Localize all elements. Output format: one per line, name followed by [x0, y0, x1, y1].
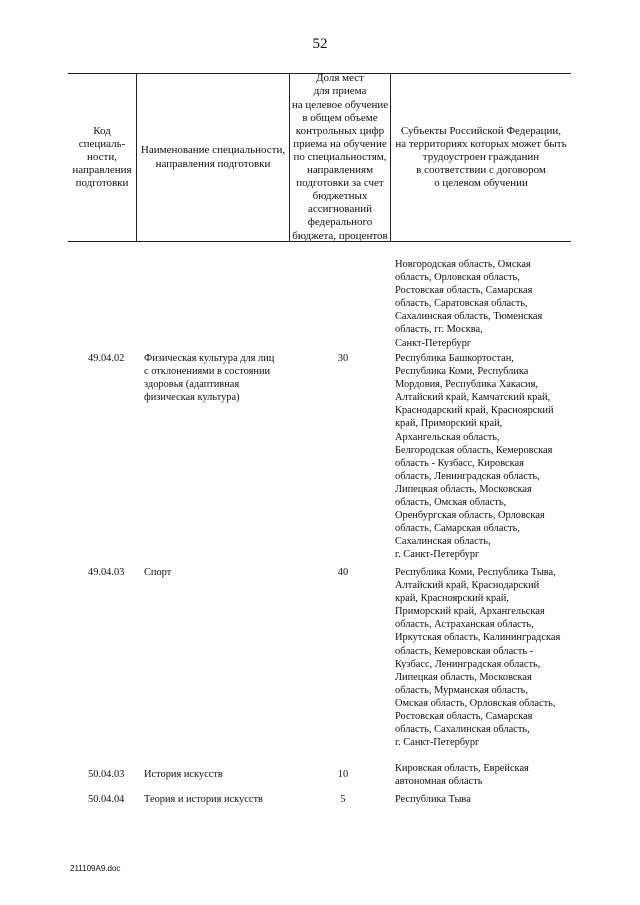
page-number: 52	[312, 36, 328, 52]
header-subjects: Субъекты Российской Федерации, на территориях которых может быть трудоустроен гражданин в соответствии с договором о целевом обучении	[395, 124, 567, 190]
footer-filename: 211109A9.doc	[70, 864, 121, 873]
header-share: Доля мест для приема на целевое обучение в общем объеме контрольных цифр приема на обучение по специальностям, направлениям подготовки за счет бюджетных ассигнований федерального бюджета, процентов	[291, 72, 389, 242]
row-subjects: Кировская область, Еврейская автономная область	[395, 763, 529, 788]
row-name: Спорт	[144, 567, 172, 578]
row-name: История искусств	[144, 769, 223, 780]
row-share: 10	[337, 769, 349, 780]
row-share: 30	[337, 353, 349, 364]
row-subjects: Республика Башкортостан, Республика Коми, Республика Мордовия, Республика Хакасия, Алтайский край, Камчатский край, Краснодарский край, Красноярский край, Приморский край, Архангельская область, Белгородская область, Кемеровская область - Кузбасс, Кировская область, Ленинградская область, Липецкая область, Московская область, Омская область, Оренбургская область, Орловская область, Самарская область, Сахалинская область, г. Санкт-Петербург	[395, 353, 554, 561]
row-code: 50.04.04	[88, 794, 125, 805]
row-name: Теория и история искусств	[144, 794, 263, 805]
row-subjects: Республика Тыва	[395, 794, 471, 805]
continuation-subjects: Новгородская область, Омская область, Орловская область, Ростовская область, Самарская область, Саратовская область, Сахалинская область, Тюменская область, гг. Москва, Санкт-Петербург	[395, 259, 543, 349]
row-subjects: Республика Коми, Республика Тыва, Алтайский край, Краснодарский край, Красноярский край, Приморский край, Архангельская область, Астраханская область, Иркутская область, Калининградская область, Кемеровская область - Кузбасс, Ленинградская область, Липецкая область, Московская область, Мурманская область, Омская область, Орловская область, Ростовская область, Самарская область, Сахалинская область, г. Санкт-Петербург	[395, 567, 561, 749]
row-share: 5	[340, 794, 346, 805]
row-code: 50.04.03	[88, 769, 125, 780]
row-name: Физическая культура для лиц с отклонениями в состоянии здоровья (адаптивная физическая культура)	[144, 353, 275, 404]
row-code: 49.04.03	[88, 567, 125, 578]
row-code: 49.04.02	[88, 353, 125, 364]
header-name: Наименование специальности, направления подготовки	[140, 144, 286, 170]
header-code: Код специаль- ности, направления подготовки	[72, 124, 132, 190]
row-share: 40	[337, 567, 349, 578]
